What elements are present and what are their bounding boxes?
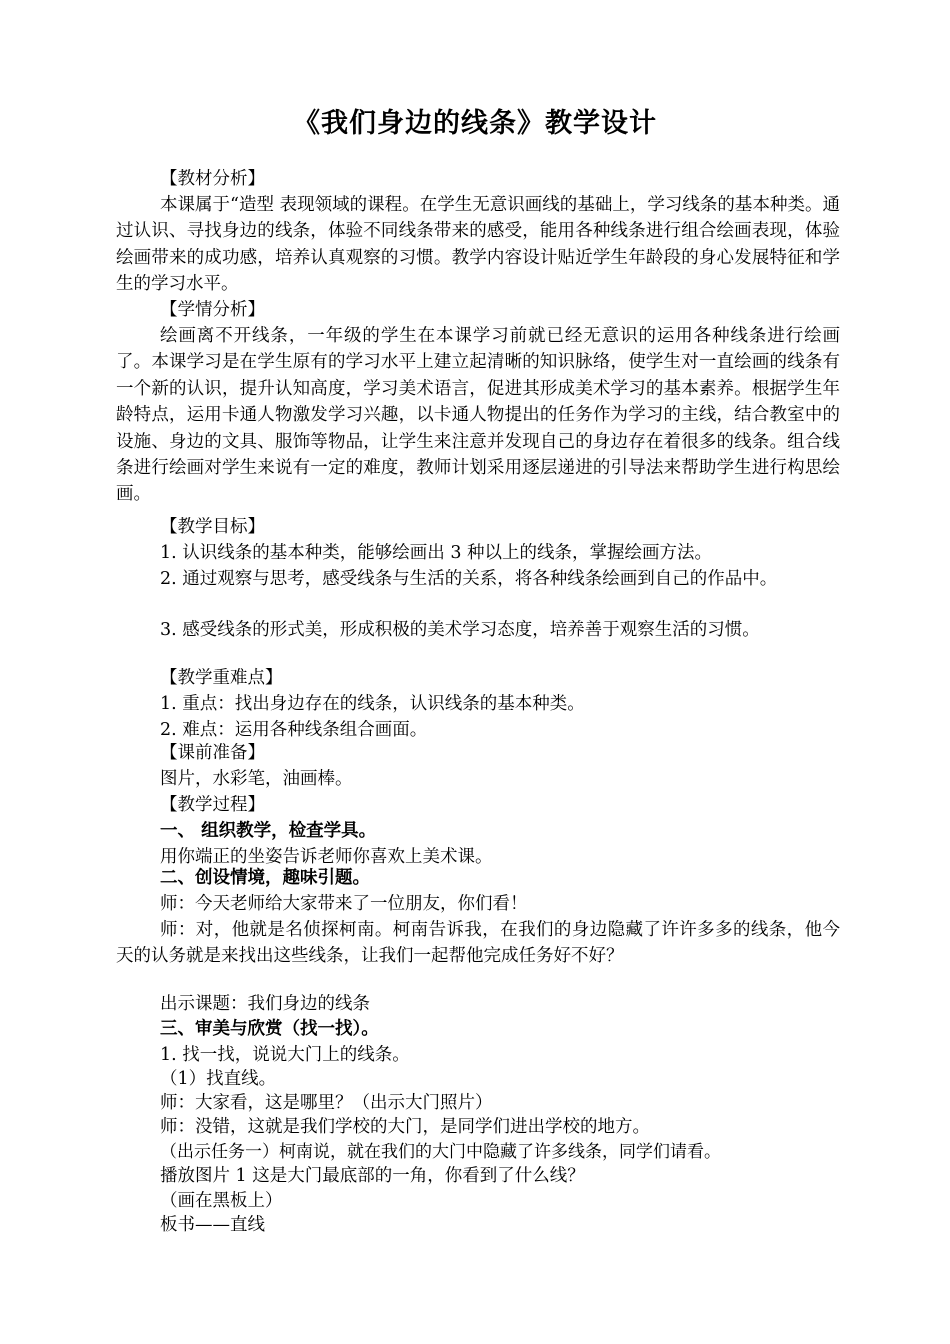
goal-item-2: 2. 通过观察与思考，感受线条与生活的关系，将各种线条绘画到自己的作品中。: [160, 569, 778, 589]
preparation-text: 图片，水彩笔，油画棒。: [160, 769, 353, 789]
process-step-1-text: 用你端正的坐姿告诉老师你喜欢上美术课。: [160, 847, 493, 867]
process-step-1: 一、 组织教学，检查学具。: [160, 821, 377, 841]
section-heading-process: 【教学过程】: [160, 795, 265, 815]
paragraph-materials: 本课属于“造型 表现领域的课程。在学生无意识画线的基础上，学习线条的基本种类。通过认识、寻找身边的线条，体验不同线条带来的感受，能用各种线条进行组合绘画表现，体验绘画带来的成功感，培养认真观察的习惯。教学内容设计贴近学生年龄段的身心发展特征和学生的学习水平。: [116, 195, 840, 295]
process-step-3: 三、审美与欣赏（找一找）。: [160, 1019, 379, 1039]
process-step-3-line-3: 师：大家看，这是哪里？（出示大门照片）: [160, 1093, 493, 1113]
process-step-3-line-4: 师：没错，这就是我们学校的大门，是同学们进出学校的地方。: [160, 1117, 650, 1137]
process-step-3-line-7: （画在黑板上）: [160, 1191, 283, 1211]
process-step-3-line-8: 板书——直线: [160, 1215, 265, 1235]
section-heading-materials: 【教材分析】: [160, 169, 265, 189]
process-step-2: 二、创设情境，趣味引题。: [160, 868, 370, 888]
paragraph-students: 绘画离不开线条，一年级的学生在本课学习前就已经无意识的运用各种线条进行绘画了。本课学习是在学生原有的学习水平上建立起清晰的知识脉络，使学生对一直绘画的线条有一个新的认识，提升认知高度，学习美术语言，促进其形成美术学习的基本素养。根据学生年龄特点，运用卡通人物激发学习兴趣，以卡通人物提出的任务作为学习的主线，结合教室中的设施、身边的文具、服饰等物品，让学生来注意并发现自己的身边存在着很多的线条。组合线条进行绘画对学生来说有一定的难度，教师计划采用逐层递进的引导法来帮助学生进行构思绘画。: [116, 326, 840, 505]
key-point-2: 2. 难点：运用各种线条组合画面。: [160, 720, 428, 740]
process-step-3-line-2: （1）找直线。: [160, 1069, 277, 1089]
section-heading-students: 【学情分析】: [160, 300, 265, 320]
process-step-3-line-5: （出示任务一）柯南说，就在我们的大门中隐藏了许多线条，同学们请看。: [160, 1142, 721, 1162]
page-title: 《我们身边的线条》教学设计: [293, 108, 657, 139]
process-step-2-line-3: 出示课题：我们身边的线条: [160, 994, 370, 1014]
goal-item-3: 3. 感受线条的形式美，形成积极的美术学习态度，培养善于观察生活的习惯。: [160, 620, 760, 640]
key-point-1: 1. 重点：找出身边存在的线条，认识线条的基本种类。: [160, 694, 585, 714]
process-step-3-line-6: 播放图片 1 这是大门最底部的一角，你看到了什么线？: [160, 1166, 585, 1186]
process-step-3-line-1: 1. 找一找，说说大门上的线条。: [160, 1045, 410, 1065]
process-step-2-line-1: 师：今天老师给大家带来了一位朋友，你们看！: [160, 894, 528, 914]
section-heading-key-points: 【教学重难点】: [160, 668, 283, 688]
goal-item-1: 1. 认识线条的基本种类，能够绘画出 3 种以上的线条，掌握绘画方法。: [160, 543, 713, 563]
section-heading-goals: 【教学目标】: [160, 517, 265, 537]
process-step-2-line-2: 师：对，他就是名侦探柯南。柯南告诉我，在我们的身边隐藏了许许多多的线条，他今天的认务就是来找出这些线条，让我们一起帮他完成任务好不好？: [116, 920, 840, 967]
section-heading-preparation: 【课前准备】: [160, 743, 265, 763]
